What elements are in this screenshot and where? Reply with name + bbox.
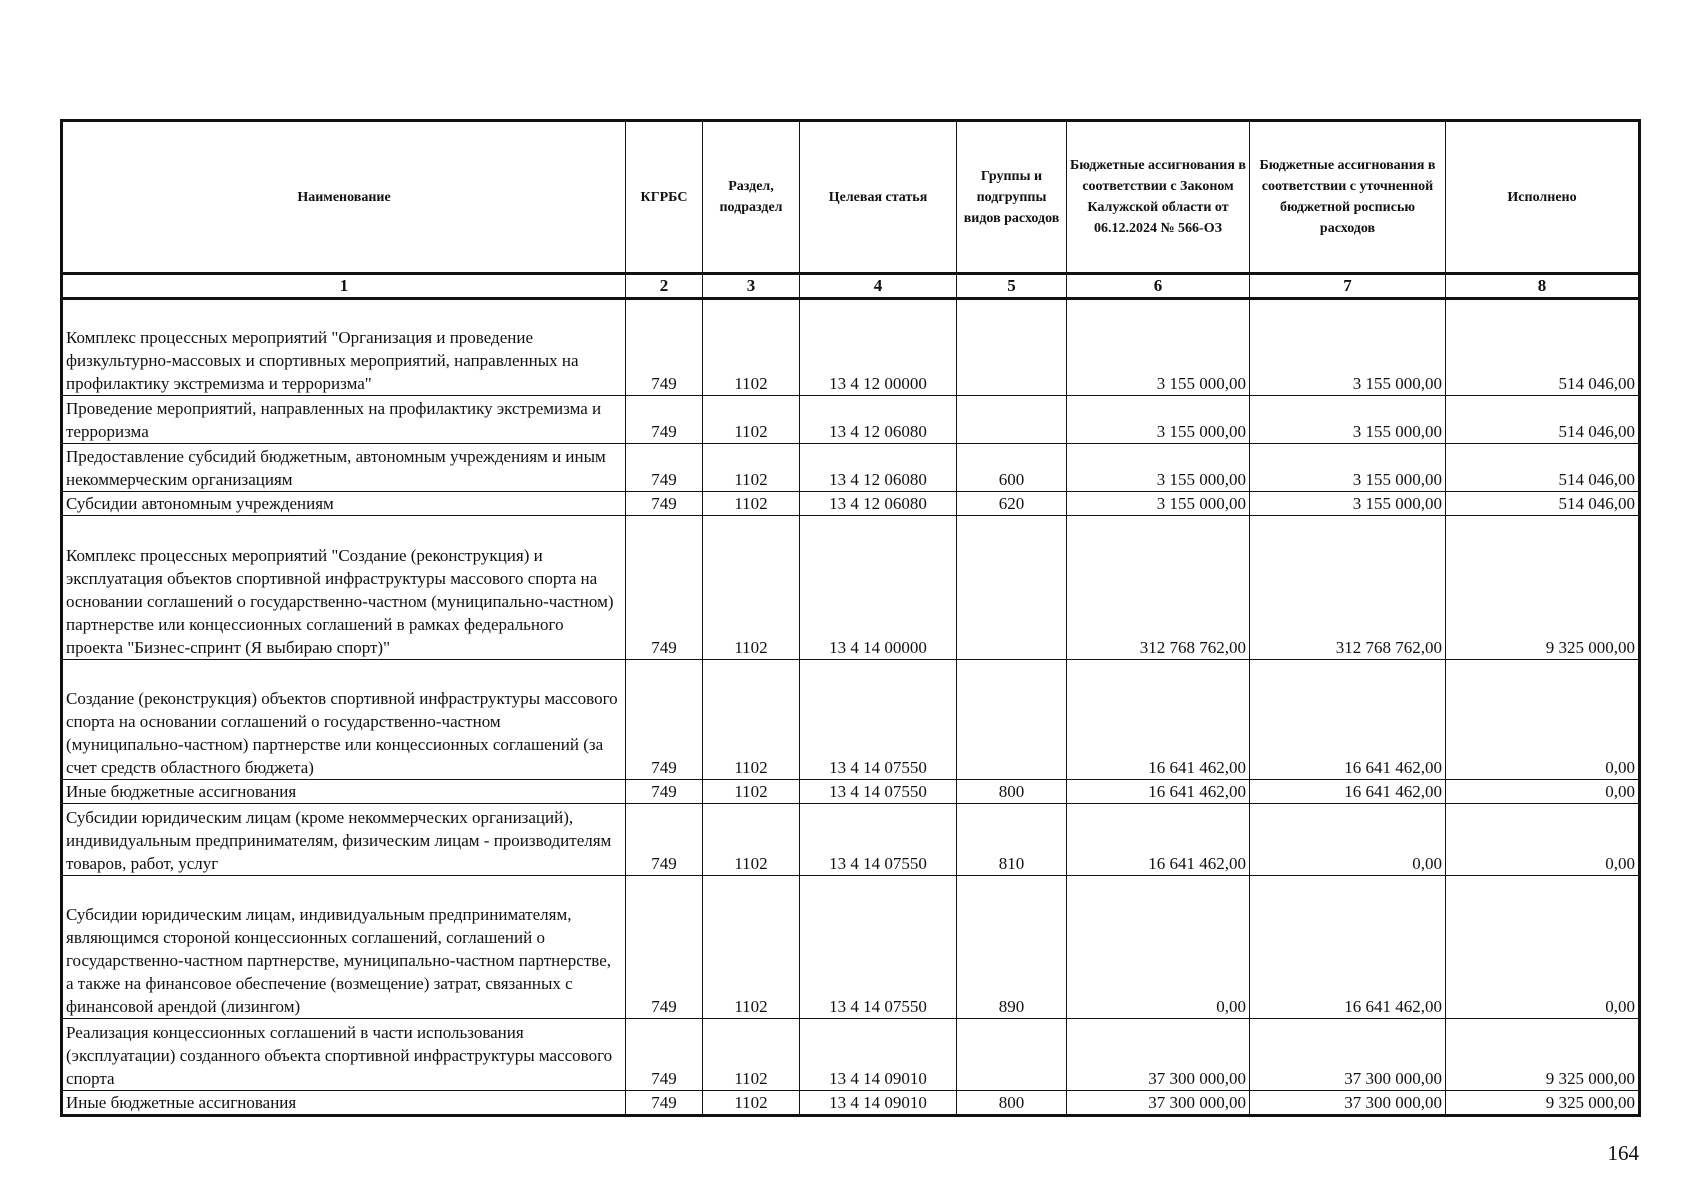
row-refined-amount: 16 641 462,00 bbox=[1250, 780, 1446, 804]
row-law-amount: 16 641 462,00 bbox=[1067, 660, 1250, 780]
row-group bbox=[957, 396, 1067, 444]
row-target: 13 4 12 00000 bbox=[800, 299, 957, 396]
header-section: Раздел, подраздел bbox=[703, 121, 800, 274]
row-section: 1102 bbox=[703, 396, 800, 444]
table-row bbox=[62, 516, 1640, 660]
row-group: 600 bbox=[957, 444, 1067, 492]
table-row bbox=[62, 299, 1640, 396]
row-kgrbs: 749 bbox=[626, 396, 703, 444]
row-section: 1102 bbox=[703, 804, 800, 876]
row-law-amount: 37 300 000,00 bbox=[1067, 1091, 1250, 1116]
column-number: 5 bbox=[957, 274, 1067, 299]
row-name: Комплекс процессных мероприятий "Организация и проведение физкультурно-массовых и спортивных мероприятий, направленных на профилактику экстремизма и терроризма" bbox=[62, 299, 626, 396]
row-executed-amount: 514 046,00 bbox=[1446, 444, 1640, 492]
row-law-amount: 0,00 bbox=[1067, 876, 1250, 1019]
row-name: Реализация концессионных соглашений в части использования (эксплуатации) созданного объекта спортивной инфраструктуры массового спорта bbox=[62, 1019, 626, 1091]
row-target: 13 4 12 06080 bbox=[800, 444, 957, 492]
header-kgrbs: КГРБС bbox=[626, 121, 703, 274]
header-name: Наименование bbox=[62, 121, 626, 274]
row-law-amount: 3 155 000,00 bbox=[1067, 444, 1250, 492]
row-kgrbs: 749 bbox=[626, 444, 703, 492]
row-name: Создание (реконструкция) объектов спортивной инфраструктуры массового спорта на основании соглашений о государственно-частном (муниципально-частном) партнерстве или концессионных соглашений (за счет средств областного бюджета) bbox=[62, 660, 626, 780]
row-name: Проведение мероприятий, направленных на профилактику экстремизма и терроризма bbox=[62, 396, 626, 444]
row-name: Субсидии юридическим лицам, индивидуальным предпринимателям, являющимся стороной концессионных соглашений, соглашений о государственно-частном партнерстве, муниципально-частном партнерстве, а также на финансовое обеспечение (возмещение) затрат, связанных с финансовой арендой (лизингом) bbox=[62, 876, 626, 1019]
row-executed-amount: 0,00 bbox=[1446, 660, 1640, 780]
row-target: 13 4 14 07550 bbox=[800, 780, 957, 804]
row-executed-amount: 0,00 bbox=[1446, 804, 1640, 876]
table-row bbox=[62, 1091, 1640, 1116]
row-refined-amount: 37 300 000,00 bbox=[1250, 1091, 1446, 1116]
row-group: 890 bbox=[957, 876, 1067, 1019]
row-section: 1102 bbox=[703, 492, 800, 516]
row-section: 1102 bbox=[703, 299, 800, 396]
header-row bbox=[62, 121, 1640, 274]
column-number: 6 bbox=[1067, 274, 1250, 299]
column-number: 8 bbox=[1446, 274, 1640, 299]
row-section: 1102 bbox=[703, 660, 800, 780]
row-refined-amount: 3 155 000,00 bbox=[1250, 299, 1446, 396]
row-refined-amount: 16 641 462,00 bbox=[1250, 660, 1446, 780]
row-target: 13 4 14 07550 bbox=[800, 660, 957, 780]
header-refined-allocation: Бюджетные ассигнования в соответствии с уточненной бюджетной росписью расходов bbox=[1250, 121, 1446, 274]
row-kgrbs: 749 bbox=[626, 1091, 703, 1116]
row-section: 1102 bbox=[703, 516, 800, 660]
row-group bbox=[957, 516, 1067, 660]
row-kgrbs: 749 bbox=[626, 1019, 703, 1091]
header-group: Группы и подгруппы видов расходов bbox=[957, 121, 1067, 274]
row-kgrbs: 749 bbox=[626, 876, 703, 1019]
row-section: 1102 bbox=[703, 1091, 800, 1116]
column-number: 4 bbox=[800, 274, 957, 299]
row-target: 13 4 14 09010 bbox=[800, 1019, 957, 1091]
header-law-allocation: Бюджетные ассигнования в соответствии с Законом Калужской области от 06.12.2024 № 566-ОЗ bbox=[1067, 121, 1250, 274]
row-name: Иные бюджетные ассигнования bbox=[62, 780, 626, 804]
row-executed-amount: 0,00 bbox=[1446, 780, 1640, 804]
row-name: Субсидии автономным учреждениям bbox=[62, 492, 626, 516]
row-law-amount: 312 768 762,00 bbox=[1067, 516, 1250, 660]
table-row bbox=[62, 804, 1640, 876]
row-group bbox=[957, 1019, 1067, 1091]
row-refined-amount: 16 641 462,00 bbox=[1250, 876, 1446, 1019]
row-law-amount: 37 300 000,00 bbox=[1067, 1019, 1250, 1091]
row-target: 13 4 14 07550 bbox=[800, 804, 957, 876]
page-number: 164 bbox=[1607, 1141, 1639, 1165]
row-kgrbs: 749 bbox=[626, 492, 703, 516]
row-refined-amount: 312 768 762,00 bbox=[1250, 516, 1446, 660]
row-name: Предоставление субсидий бюджетным, автономным учреждениям и иным некоммерческим организациям bbox=[62, 444, 626, 492]
table-row bbox=[62, 396, 1640, 444]
row-group: 810 bbox=[957, 804, 1067, 876]
row-name: Иные бюджетные ассигнования bbox=[62, 1091, 626, 1116]
table-row bbox=[62, 444, 1640, 492]
row-executed-amount: 514 046,00 bbox=[1446, 492, 1640, 516]
row-kgrbs: 749 bbox=[626, 299, 703, 396]
row-section: 1102 bbox=[703, 444, 800, 492]
row-law-amount: 16 641 462,00 bbox=[1067, 780, 1250, 804]
row-group bbox=[957, 660, 1067, 780]
row-kgrbs: 749 bbox=[626, 660, 703, 780]
row-law-amount: 3 155 000,00 bbox=[1067, 396, 1250, 444]
row-refined-amount: 37 300 000,00 bbox=[1250, 1019, 1446, 1091]
row-law-amount: 3 155 000,00 bbox=[1067, 492, 1250, 516]
row-executed-amount: 9 325 000,00 bbox=[1446, 1019, 1640, 1091]
row-target: 13 4 14 07550 bbox=[800, 876, 957, 1019]
row-group: 620 bbox=[957, 492, 1067, 516]
column-number-row bbox=[62, 274, 1640, 299]
row-refined-amount: 3 155 000,00 bbox=[1250, 492, 1446, 516]
row-target: 13 4 14 00000 bbox=[800, 516, 957, 660]
column-number: 7 bbox=[1250, 274, 1446, 299]
row-name: Комплекс процессных мероприятий "Создание (реконструкция) и эксплуатация объектов спортивной инфраструктуры массового спорта на основании соглашений о государственно-частном (муниципально-частном) партнерстве или концессионных соглашений в рамках федерального проекта "Бизнес-спринт (Я выбираю спорт)" bbox=[62, 516, 626, 660]
row-group: 800 bbox=[957, 780, 1067, 804]
row-refined-amount: 3 155 000,00 bbox=[1250, 444, 1446, 492]
row-refined-amount: 0,00 bbox=[1250, 804, 1446, 876]
row-section: 1102 bbox=[703, 780, 800, 804]
column-number: 1 bbox=[62, 274, 626, 299]
row-law-amount: 16 641 462,00 bbox=[1067, 804, 1250, 876]
table-row bbox=[62, 876, 1640, 1019]
row-executed-amount: 514 046,00 bbox=[1446, 396, 1640, 444]
row-target: 13 4 14 09010 bbox=[800, 1091, 957, 1116]
table-row bbox=[62, 660, 1640, 780]
row-target: 13 4 12 06080 bbox=[800, 396, 957, 444]
row-executed-amount: 0,00 bbox=[1446, 876, 1640, 1019]
row-kgrbs: 749 bbox=[626, 780, 703, 804]
row-section: 1102 bbox=[703, 1019, 800, 1091]
column-number: 2 bbox=[626, 274, 703, 299]
row-kgrbs: 749 bbox=[626, 804, 703, 876]
row-section: 1102 bbox=[703, 876, 800, 1019]
table-row bbox=[62, 780, 1640, 804]
row-name: Субсидии юридическим лицам (кроме некоммерческих организаций), индивидуальным предпринимателям, физическим лицам - производителям товаров, работ, услуг bbox=[62, 804, 626, 876]
row-group: 800 bbox=[957, 1091, 1067, 1116]
row-refined-amount: 3 155 000,00 bbox=[1250, 396, 1446, 444]
row-target: 13 4 12 06080 bbox=[800, 492, 957, 516]
table-row bbox=[62, 1019, 1640, 1091]
budget-table bbox=[60, 119, 1641, 1117]
column-number: 3 bbox=[703, 274, 800, 299]
row-executed-amount: 514 046,00 bbox=[1446, 299, 1640, 396]
header-executed: Исполнено bbox=[1446, 121, 1640, 274]
table-row bbox=[62, 492, 1640, 516]
row-kgrbs: 749 bbox=[626, 516, 703, 660]
row-executed-amount: 9 325 000,00 bbox=[1446, 1091, 1640, 1116]
header-target: Целевая статья bbox=[800, 121, 957, 274]
row-executed-amount: 9 325 000,00 bbox=[1446, 516, 1640, 660]
row-law-amount: 3 155 000,00 bbox=[1067, 299, 1250, 396]
row-group bbox=[957, 299, 1067, 396]
